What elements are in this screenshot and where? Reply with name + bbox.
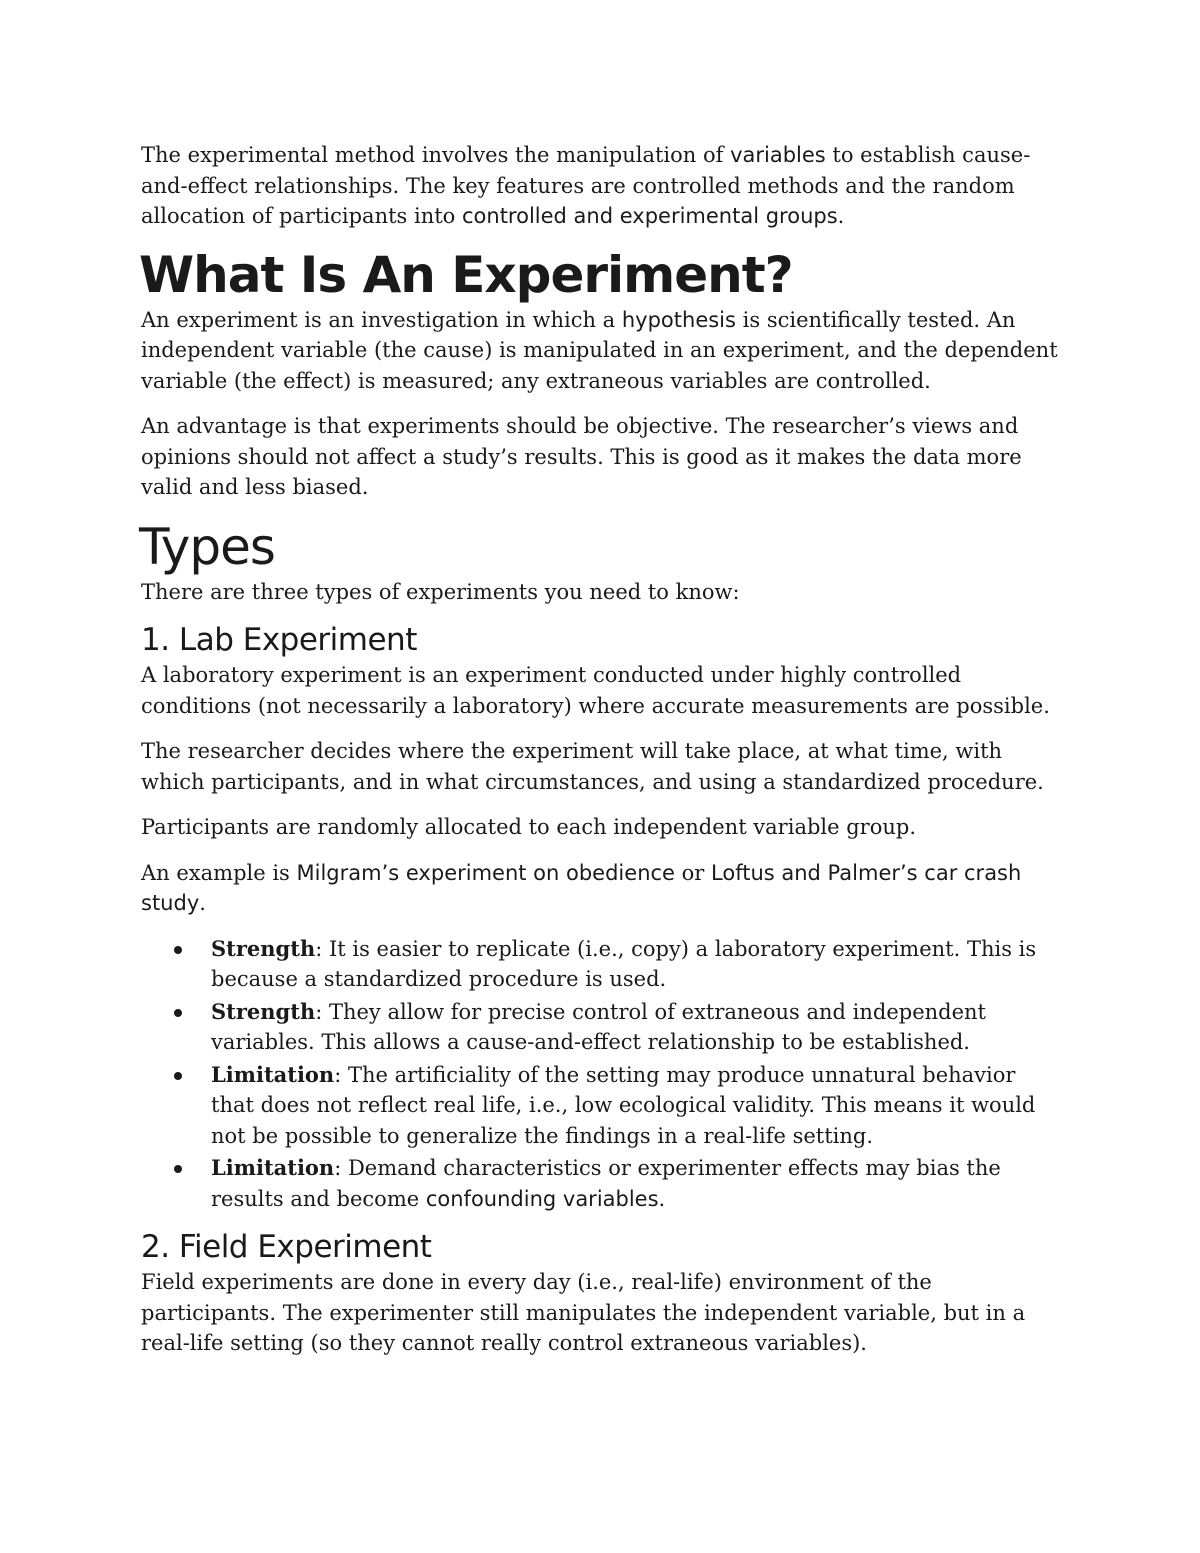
list-item [211, 934, 1061, 995]
types-intro: There are three types of experiments you need to know: [141, 579, 740, 604]
bullet-icon [174, 1165, 182, 1173]
field-experiment-heading: 2. Field Experiment [141, 1229, 432, 1265]
paragraph-text: is scientifically tested. An independent variable (the cause) is manipulated in an experiment, and the dependent variable (the effect) is measured; any extraneous variables are controlled. [141, 307, 1058, 393]
lab-paragraph-4 [141, 858, 1061, 919]
lab-paragraph-3: Participants are randomly allocated to each independent variable group. [141, 815, 916, 839]
hypothesis-link[interactable]: hypothesis [621, 307, 736, 332]
lab-paragraph-1: A laboratory experiment is an experiment conducted under highly controlled conditions (not necessarily a laboratory) where accurate measurements are possible. [141, 663, 1050, 718]
intro-text: . [837, 204, 845, 228]
item-label: Strength [211, 935, 316, 961]
list-item [211, 1153, 1061, 1214]
list-item [211, 997, 1061, 1058]
types-heading: Types [139, 517, 275, 576]
paragraph-text: or [674, 860, 712, 885]
lab-evaluation-list [141, 934, 1061, 1215]
intro-paragraph [141, 140, 1061, 232]
lab-experiment-heading: 1. Lab Experiment [141, 622, 417, 658]
list-item [211, 1060, 1061, 1152]
experiment-heading: What Is An Experiment? [139, 245, 793, 304]
item-text: : They allow for precise control of extraneous and independent variables. This allows a cause-and-effect relationship to be established. [211, 999, 986, 1054]
field-paragraph-1: Field experiments are done in every day (i.e., real-life) environment of the participants. The experimenter still manipulates the independent variable, but in a real-life setting (so they cannot really control extraneous variables). [141, 1270, 1026, 1355]
bullet-icon [174, 1072, 182, 1080]
intro-text: The experimental method involves the manipulation of [141, 143, 731, 167]
item-label: Strength [211, 998, 316, 1024]
item-label: Limitation [211, 1155, 335, 1180]
experiment-paragraph-1 [141, 305, 1061, 397]
item-text: : It is easier to replicate (i.e., copy) a laboratory experiment. This is because a standardized procedure is used. [211, 936, 1037, 991]
variables-link[interactable]: variables [730, 143, 826, 167]
lab-paragraph-2: The researcher decides where the experiment will take place, at what time, with which participants, and in what circumstances, and using a standardized procedure. [141, 739, 1044, 794]
paragraph-text: . [199, 891, 206, 915]
item-text: : Demand characteristics or experimenter effects may bias the results and become [211, 1156, 1001, 1211]
intro-text: to establish cause-and-effect relationships. The key features are controlled methods and the random allocation of participants into [141, 143, 1031, 228]
loftus-palmer-link[interactable]: Loftus and Palmer’s car crash study [141, 860, 1022, 915]
groups-link[interactable]: controlled and experimental groups [461, 204, 838, 228]
item-text: . [658, 1186, 666, 1211]
document-page [141, 140, 1061, 1374]
paragraph-text: An example is [141, 860, 297, 885]
milgram-link[interactable]: Milgram’s experiment on obedience [296, 860, 675, 885]
confounding-variables-link[interactable]: confounding variables [425, 1186, 659, 1211]
paragraph-text: An experiment is an investigation in which a [141, 307, 622, 332]
bullet-icon [174, 946, 182, 954]
item-label: Limitation [211, 1061, 335, 1087]
item-text: : The artificiality of the setting may produce unnatural behavior that does not reflect real life, i.e., low ecological validity. This means it would not be possible to generalize the findings in a real-life setting. [211, 1062, 1036, 1148]
bullet-icon [174, 1009, 182, 1017]
experiment-paragraph-2: An advantage is that experiments should be objective. The researcher’s views and opinions should not affect a study’s results. This is good as it makes the data more valid and less biased. [141, 414, 1022, 499]
